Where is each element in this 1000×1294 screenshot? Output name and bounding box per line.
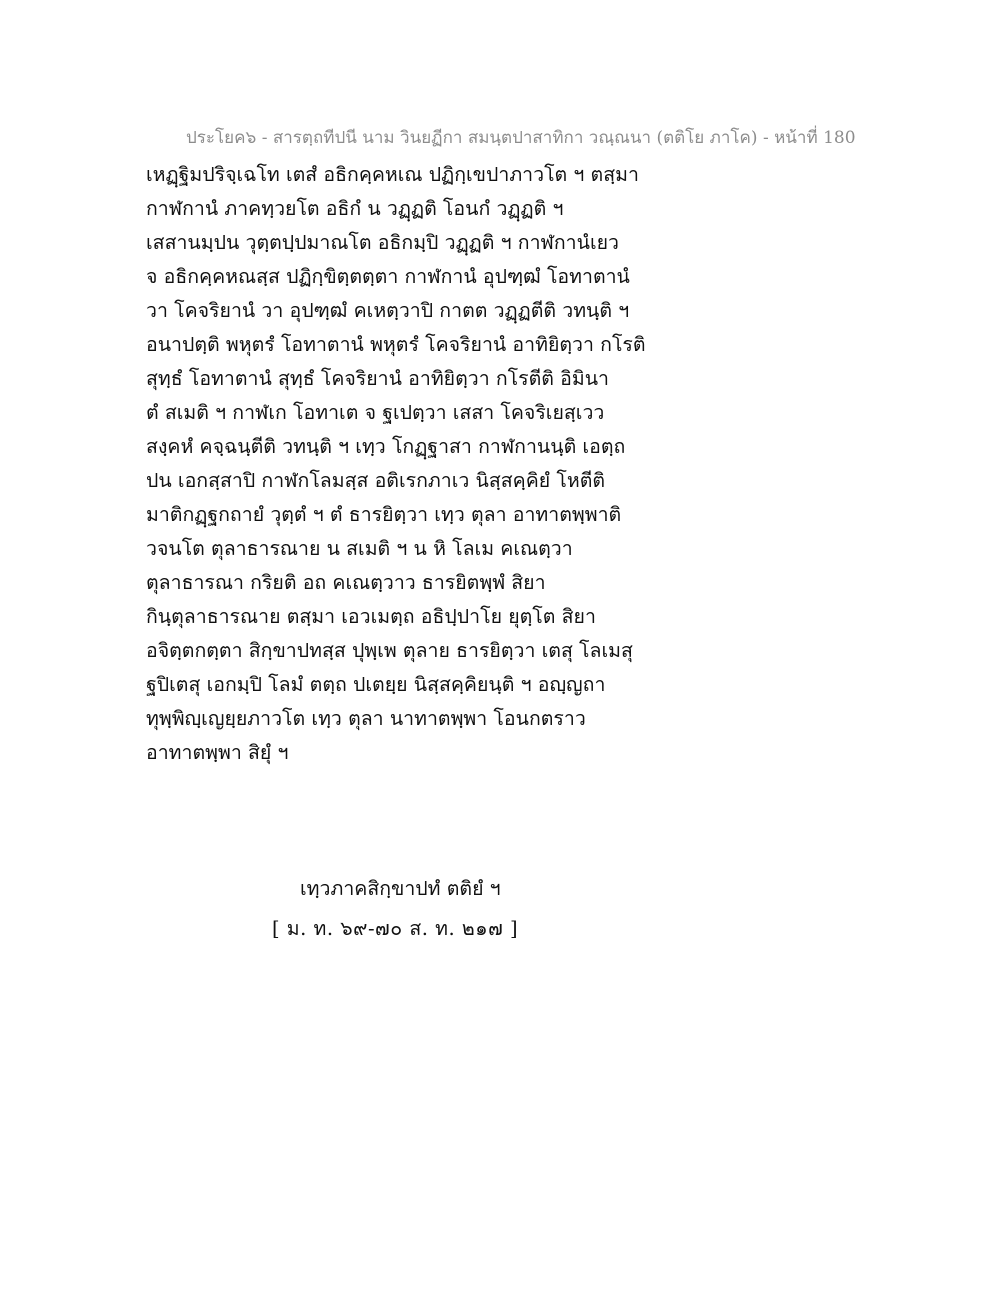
text-line: ฐปิเตสุ เอกมฺปิ โลมํ ตตฺถ ปเตยฺย นิสฺสคฺคิยนฺติ ฯ อญฺญถา [146, 673, 606, 696]
text-line: ตํ สเมติ ฯ กาฬเก โอทาเต จ ฐเปตฺวา เสสา โคจริเยสฺเวว [146, 401, 605, 424]
text-line: เหฏฺฐิมปริจฺเฉโท เตสํ อธิกคฺคหเณ ปฏิกฺเขปาภาวโต ฯ ตสฺมา [146, 163, 639, 186]
page-header: ประโยค๖ - สารตฺถทีปนี นาม วินยฏีกา สมนฺตปาสาทิกา วณฺณนา (ตติโย ภาโค) - หน้าที่ 180 [186, 128, 856, 148]
text-line: วจนโต ตุลาธารณาย น สเมติ ฯ น หิ โลเม คเณตฺวา [146, 537, 573, 560]
text-line: วา โคจริยานํ วา อุปฑฺฒํ คเหตฺวาปิ กาตต วฏฺฏตีติ วทนฺติ ฯ [146, 299, 630, 322]
text-line: ตุลาธารณา กริยติ อถ คเณตฺวาว ธารยิตพฺพํ สิยา [146, 571, 546, 594]
reference-citation: [ ม. ท. ๖๙-๗๐ ส. ท. ๒๑๗ ] [272, 917, 519, 940]
text-line: จ อธิกคฺคหณสฺส ปฏิกฺขิตฺตตฺตา กาฬกานํ อุปฑฺฒํ โอทาตานํ [146, 265, 630, 288]
text-line: มาติกฏฺฐกถายํ วุตฺตํ ฯ ตํ ธารยิตฺวา เทฺว ตุลา อาทาตพฺพาติ [146, 503, 622, 526]
text-line: สุทฺธํ โอทาตานํ สุทฺธํ โคจริยานํ อาทิยิตฺวา กโรตีติ อิมินา [146, 367, 609, 390]
text-line: ทุพฺพิญฺเญยฺยภาวโต เทฺว ตุลา นาทาตพฺพา โอนกตราว [146, 707, 586, 730]
text-line: สงฺคหํ คจฺฉนฺตีติ วทนฺติ ฯ เทฺว โกฏฺฐาสา กาฬกานนฺติ เอตฺถ [146, 435, 626, 458]
text-line: กินฺตุลาธารณาย ตสฺมา เอวเมตฺถ อธิปฺปาโย ยุตฺโต สิยา [146, 605, 596, 628]
text-line: อาทาตพฺพา สิยุํ ฯ [146, 741, 289, 764]
text-line: อนาปตฺติ พหุตรํ โอทาตานํ พหุตรํ โคจริยานํ อาทิยิตฺวา กโรติ [146, 333, 646, 356]
body-text [146, 158, 676, 770]
text-line: ปน เอกสฺสาปิ กาฬกโลมสฺส อติเรกภาเว นิสฺสคฺคิยํ โหตีติ [146, 469, 606, 492]
text-line: อจิตฺตกตฺตา สิกฺขาปทสฺส ปุพฺเพ ตุลาย ธารยิตฺวา เตสุ โลเมสุ [146, 639, 633, 662]
text-line: กาฬกานํ ภาคทฺวยโต อธิกํ น วฏฺฏติ โอนกํ วฏฺฏติ ฯ [146, 197, 564, 220]
section-end-title: เทฺวภาคสิกฺขาปทํ ตติยํ ฯ [300, 877, 501, 900]
text-line: เสสานมฺปน วุตฺตปฺปมาณโต อธิกมฺปิ วฏฺฏติ ฯ กาฬกานํเยว [146, 231, 619, 254]
